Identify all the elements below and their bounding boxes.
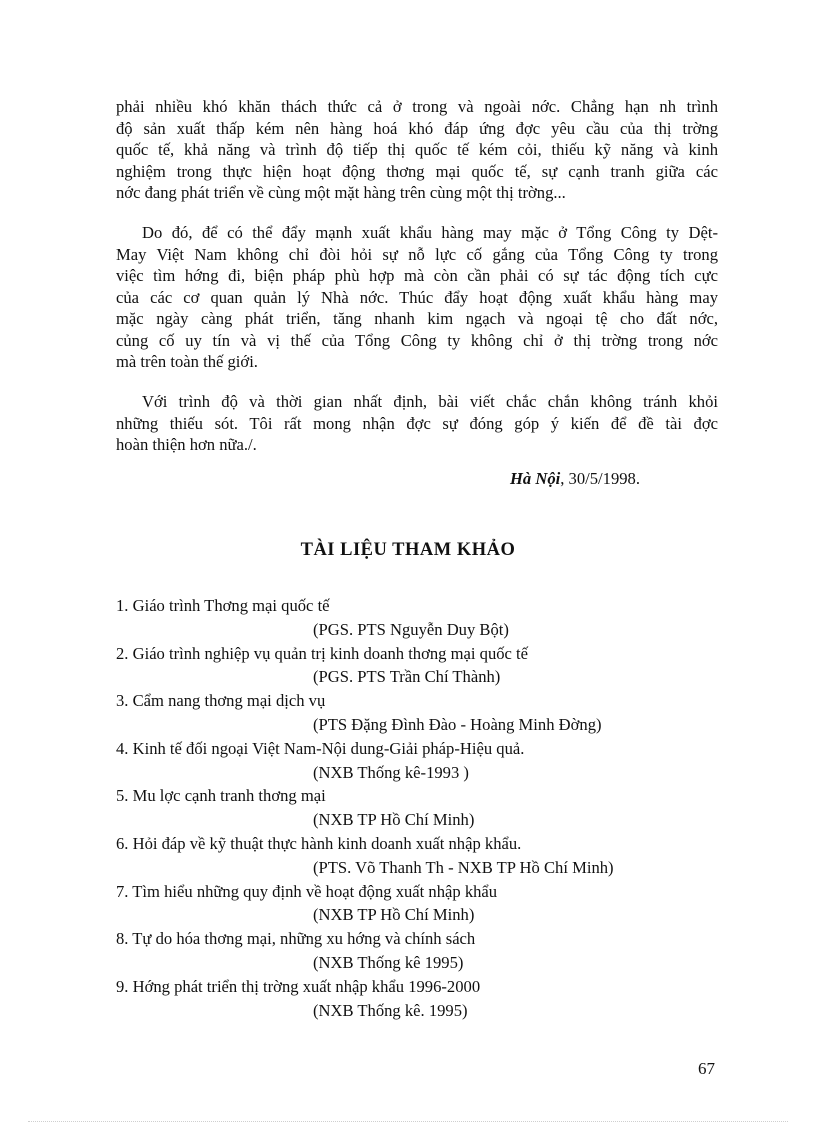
paragraph-line: Do đó, để có thể đẩy mạnh xuất khẩu hàng may mặc ở Tổng Công ty Dệt- <box>142 223 718 242</box>
paragraph-line: việc tìm hớng đi, biện pháp phù hợp mà còn cần phải có sự tác động tích cực <box>116 266 718 285</box>
reference-item <box>116 880 736 928</box>
reference-item <box>116 689 736 737</box>
paragraph-line: độ sản xuất thấp kém nên hàng hoá khó đáp ứng đợc yêu cầu của thị trờng <box>116 118 718 138</box>
reference-item <box>116 832 736 880</box>
reference-title: 5. Mu lợc cạnh tranh thơng mại <box>116 786 326 806</box>
body-paragraph-3 <box>116 391 718 456</box>
paragraph-line: mặc ngày càng phát triển, tăng nhanh kim ngạch và ngoại tệ cho đất nớc, <box>116 309 718 328</box>
signature-date: , 30/5/1998. <box>560 469 640 488</box>
paragraph-line: củng cố uy tín và vị thế của Tổng Công ty không chỉ ở thị trờng trong nớc <box>116 330 718 350</box>
reference-item <box>116 642 736 690</box>
reference-source: (NXB TP Hồ Chí Minh) <box>313 905 475 925</box>
paragraph-line: May Việt Nam không chỉ đòi hỏi sự nỗ lực cố gắng của Tổng Công ty trong <box>116 244 718 264</box>
reference-title: 1. Giáo trình Thơng mại quốc tế <box>116 596 330 615</box>
reference-title: 9. Hớng phát triển thị trờng xuất nhập khẩu 1996-2000 <box>116 976 481 996</box>
reference-item <box>116 784 736 832</box>
paragraph-line: nớc đang phát triển về cùng một mặt hàng trên cùng một thị trờng... <box>116 183 566 202</box>
references-list <box>116 594 736 1022</box>
reference-item <box>116 927 736 975</box>
reference-source: (NXB Thống kê-1993 ) <box>313 762 469 782</box>
paragraph-line: của các cơ quan quản lý Nhà nớc. Thúc đẩy hoạt động xuất khẩu hàng may <box>116 287 718 307</box>
page-number: 67 <box>698 1059 715 1078</box>
reference-source: (PGS. PTS Trần Chí Thành) <box>313 667 501 687</box>
reference-item <box>116 594 736 642</box>
body-paragraph-2 <box>116 222 718 373</box>
signature-line <box>510 468 640 490</box>
paragraph-line: mà trên toàn thế giới. <box>116 352 258 371</box>
paragraph-line: hoàn thiện hơn nữa./. <box>116 435 257 454</box>
body-paragraph-1 <box>116 96 718 204</box>
reference-source: (PTS. Võ Thanh Th - NXB TP Hồ Chí Minh) <box>313 857 614 877</box>
paragraph-line: quốc tế, khả năng và trình độ tiếp thị quốc tế kém cỏi, thiếu kỹ năng và kinh <box>116 140 718 159</box>
paragraph-line: phải nhiều khó khăn thách thức cả ở trong và ngoài nớc. Chẳng hạn nh trình <box>116 97 718 116</box>
reference-source: (NXB Thống kê 1995) <box>313 952 464 972</box>
reference-title: 7. Tìm hiểu những quy định về hoạt động xuất nhập khẩu <box>116 881 498 901</box>
reference-title: 2. Giáo trình nghiệp vụ quản trị kinh doanh thơng mại quốc tế <box>116 643 529 663</box>
reference-title: 3. Cẩm nang thơng mại dịch vụ <box>116 691 326 711</box>
reference-source: (PGS. PTS Nguyễn Duy Bột) <box>313 619 509 639</box>
signature-place: Hà Nội <box>510 469 561 488</box>
paragraph-line: nghiệm trong thực hiện hoạt động thơng mại quốc tế, sự cạnh tranh giữa các <box>116 161 718 181</box>
reference-source: (PTS Đặng Đình Đào - Hoàng Minh Đờng) <box>313 714 602 734</box>
references-heading: TÀI LIỆU THAM KHẢO <box>300 540 516 560</box>
paragraph-line: Với trình độ và thời gian nhất định, bài viết chắc chắn không tránh khỏi <box>142 392 718 411</box>
page-bottom-divider <box>28 1121 788 1122</box>
reference-title: 8. Tự do hóa thơng mại, những xu hớng và chính sách <box>116 929 476 949</box>
paragraph-line: những thiếu sót. Tôi rất mong nhận đợc sự đóng góp ý kiến để đề tài đợc <box>116 413 718 433</box>
reference-title: 6. Hỏi đáp về kỹ thuật thực hành kinh doanh xuất nhập khẩu. <box>116 833 522 853</box>
reference-item <box>116 975 736 1023</box>
reference-source: (NXB TP Hồ Chí Minh) <box>313 810 475 830</box>
reference-item <box>116 737 736 785</box>
reference-source: (NXB Thống kê. 1995) <box>313 1000 468 1020</box>
reference-title: 4. Kinh tế đối ngoại Việt Nam-Nội dung-Giải pháp-Hiệu quả. <box>116 738 525 758</box>
